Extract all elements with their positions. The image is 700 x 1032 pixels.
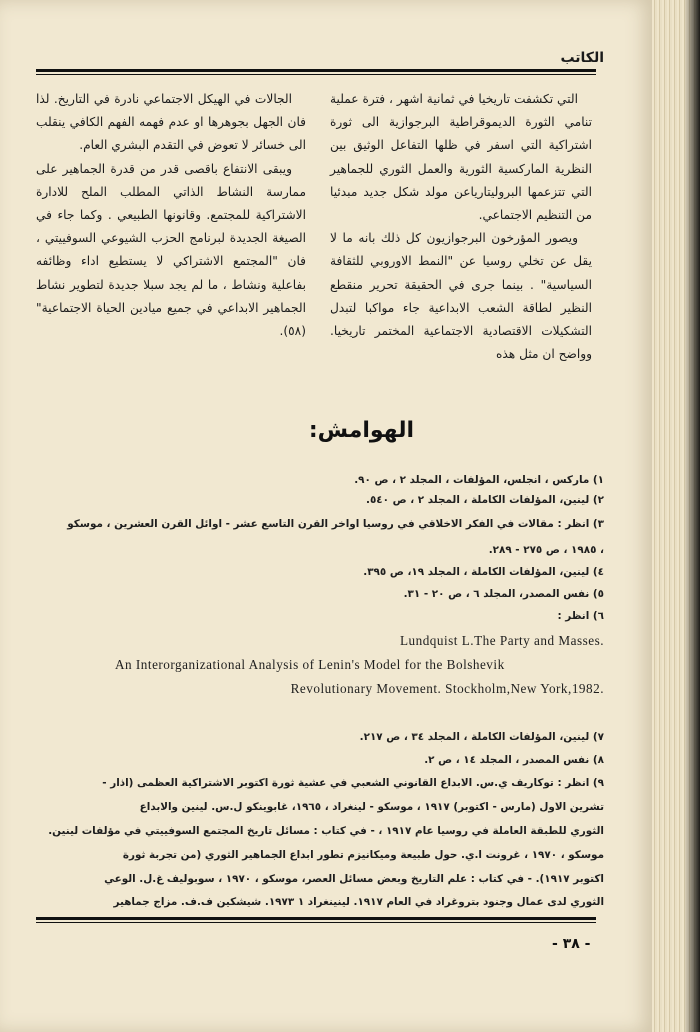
footnote-2: ٢) لينين، المؤلفات الكاملة ، المجلد ٢ ، ص ٥٤٠. xyxy=(366,494,604,506)
header-rule xyxy=(36,69,596,72)
page-number: - ٣٨ - xyxy=(552,936,591,952)
footnote-4: ٤) لينين، المؤلفات الكاملة ، المجلد ١٩، ص ٣٩٥. xyxy=(363,566,604,578)
footnote-9-cont: تشرين الاول (مارس - اكتوبر) ١٩١٧ ، موسكو - لينغراد ، ١٩٦٥، غابوينكو ل.س. لينين والابداع xyxy=(139,801,604,813)
footer-rule-thin xyxy=(36,922,596,923)
notes-heading: الهوامش: xyxy=(308,418,414,443)
paragraph: الجالات في الهيكل الاجتماعي نادرة في التاريخ. لذا فان الجهل بجوهرها او عدم فهمه الفهم الكافي ينقلب الى خسائر لا تعوض في التقدم البشري العام. xyxy=(36,92,306,153)
footnote-9-cont: الثوري للطبقة العاملة في روسيا عام ١٩١٧ ، - في كتاب : مسائل تاريخ المجتمع السوفييتي في مؤلفات لينين. xyxy=(48,825,604,837)
right-column xyxy=(330,88,592,366)
footer-rule xyxy=(36,917,596,920)
left-column xyxy=(36,88,306,343)
footnote-1: ١) ماركس ، انجلس، المؤلفات ، المجلد ٢ ، ص ٩٠. xyxy=(354,474,604,486)
running-head: الكاتب xyxy=(560,50,604,66)
paragraph: التي تكشفت تاريخيا في ثمانية اشهر ، فترة عملية تنامي الثورة الديموقراطية البرجوازية الى ثورة اشتراكية التي اسفر في ظلها التفاعل الوثيق بين النظرية الماركسية الثورية والعمل الثوري للجماهير التي تتزعمها البروليتارياعن مولد شكل جديد مبدئيا من التنظيم الاجتماعي. xyxy=(330,92,592,223)
header-rule-thin xyxy=(36,74,596,75)
footnote-3: ٣) انظر : مقالات في الفكر الاخلاقي في روسيا اواخر القرن التاسع عشر - اوائل القرن العشرين ، موسكو xyxy=(67,518,604,530)
footnote-8: ٨) نفس المصدر ، المجلد ١٤ ، ص ٢. xyxy=(424,754,604,766)
footnote-9-cont: اكتوبر ١٩١٧). - في كتاب : علم التاريخ وبعض مسائل العصر، موسكو ، ١٩٧٠ ، سوبوليف غ.ل. الوعي xyxy=(104,873,604,885)
footnote-9-cont: موسكو ، ١٩٧٠ ، غرونت ا.ي. حول طبيعة وميكانيزم تطور ابداع الجماهير الثوري (من تجربة ثورة xyxy=(122,849,604,861)
paragraph: ويصور المؤرخون البرجوازيون كل ذلك بانه ما لا يقل عن تخلي روسيا عن "النمط الاوروبي للثقافة السياسية" . بينما جرى في الحقيقة تحرير منقطع النظير لطاقة الشعب الابداعية جاء مواكبا لتبدل التشكيلات الاقتصادية الاجتماعية المختمر تاريخيا. وواضح ان مثل هذه xyxy=(330,231,592,362)
footnote-5: ٥) نفس المصدر، المجلد ٦ ، ص ٢٠ - ٣١. xyxy=(403,588,604,600)
footnote-latin-1: Lundquist L.The Party and Masses. xyxy=(399,633,604,648)
footnote-latin-2: An Interorganizational Analysis of Lenin's Model for the Bolshevik xyxy=(115,657,505,672)
footnote-6: ٦) انظر : xyxy=(557,610,604,622)
binding-shadow xyxy=(684,0,700,1032)
footnote-9-cont: الثوري لدى عمال وجنود بتروغراد في العام ١٩١٧. لينينغراد ١ ١٩٧٣. شيشكين ف.ف. مزاج جماهير xyxy=(113,896,604,908)
paragraph: ويبقى الانتفاع باقصى قدر من قدرة الجماهير على ممارسة النشاط الذاتي المطلب الملح للادارة الاشتراكية للمجتمع. وقانونها الطبيعي . وكما جاء في الصيغة الجديدة لبرنامج الحزب الشيوعي السوفييتي ، فان "المجتمع الاشتراكي لا يستطيع اداء وظائفه بفاعلية ونشاط ، ما لم يجد سبلا جديدة لتطوير نشاط الجماهير الابداعي في جميع ميادين الحياة الاجتماعية"(٥٨). xyxy=(36,161,306,339)
footnote-9: ٩) انظر : توكاريف ي.س. الابداع القانوني الشعبي في عشية ثورة اكتوبر الاشتراكية العظمى (اذار - xyxy=(102,777,604,789)
footnote-7: ٧) لينين، المؤلفات الكاملة ، المجلد ٣٤ ، ص ٢١٧. xyxy=(359,731,604,743)
footnote-3-cont: ، ١٩٨٥ ، ص ٢٧٥ - ٢٨٩. xyxy=(488,544,604,556)
footnote-latin-3: Revolutionary Movement. Stockholm,New York,1982. xyxy=(290,681,604,696)
